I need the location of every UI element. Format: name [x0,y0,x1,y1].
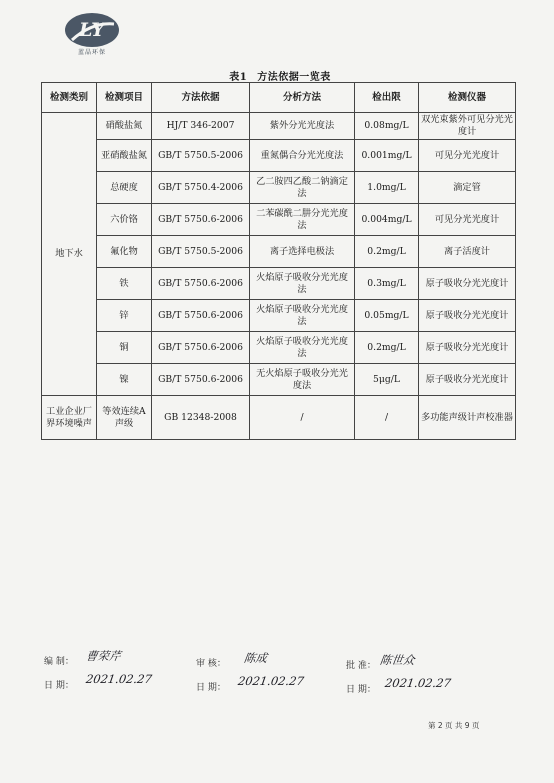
cell-method: GB/T 5750.5-2006 [152,236,250,268]
cell-method: GB/T 5750.5-2006 [152,140,250,172]
cell-item: 总硬度 [97,172,152,204]
cell-instrument: 多功能声级计声校准器 [419,396,516,440]
cell-instrument: 可见分光光度计 [419,140,516,172]
table-row [42,236,516,268]
reviewer-label: 审 核： [196,659,226,669]
compiler-date-label: 日 期： [44,681,74,691]
cell-analysis: 二苯碳酰二肼分光光度法 [250,204,355,236]
page-number: 第 2 页 共 9 页 [428,721,480,730]
cell-limit: 0.004mg/L [355,204,419,236]
cell-instrument: 可见分光光度计 [419,204,516,236]
cell-method: GB/T 5750.6-2006 [152,204,250,236]
cell-item: 锌 [97,300,152,332]
cell-instrument: 滴定管 [419,172,516,204]
category-groundwater: 地下水 [42,113,97,396]
approver-signature: 陈世众 [379,653,416,667]
compiler-date: 2021.02.27 [85,672,153,686]
cell-analysis: 紫外分光光度法 [250,113,355,140]
table-row [42,140,516,172]
header-limit: 检出限 [355,83,419,113]
reviewer-date: 2021.02.27 [237,674,305,688]
cell-item: 硝酸盐氮 [97,113,152,140]
cell-item: 亚硝酸盐氮 [97,140,152,172]
cell-limit: 1.0mg/L [355,172,419,204]
table-row-noise [42,396,516,440]
cell-method: GB/T 5750.6-2006 [152,300,250,332]
header-instrument: 检测仪器 [419,83,516,113]
cell-item: 等效连续A声级 [97,396,152,440]
table-name: 方法依据一览表 [257,72,331,83]
table-title [200,68,360,83]
approver-date-label: 日 期： [346,685,376,695]
cell-method: HJ/T 346-2007 [152,113,250,140]
header-category: 检测类别 [42,83,97,113]
table-row [42,364,516,396]
category-noise: 工业企业厂界环境噪声 [42,396,97,440]
cell-analysis: 乙二胺四乙酸二钠滴定法 [250,172,355,204]
table-row [42,300,516,332]
cell-limit: 0.2mg/L [355,236,419,268]
cell-method: GB/T 5750.4-2006 [152,172,250,204]
header-item: 检测项目 [97,83,152,113]
cell-item: 六价铬 [97,204,152,236]
cell-method: GB/T 5750.6-2006 [152,364,250,396]
logo-text: 蓝晶环保 [77,49,106,56]
cell-limit: 5μg/L [355,364,419,396]
cell-item: 镍 [97,364,152,396]
cell-analysis: 重氮偶合分光光度法 [250,140,355,172]
cell-limit: 0.2mg/L [355,332,419,364]
header-method: 方法依据 [152,83,250,113]
cell-limit: 0.3mg/L [355,268,419,300]
cell-analysis: 火焰原子吸收分光光度法 [250,300,355,332]
header-analysis: 分析方法 [250,83,355,113]
approver-label: 批 准： [346,661,376,671]
approver-date: 2021.02.27 [384,676,452,690]
cell-limit: / [355,396,419,440]
table-row [42,332,516,364]
cell-analysis: 火焰原子吸收分光光度法 [250,268,355,300]
cell-instrument: 双光束紫外可见分光光度计 [419,113,516,140]
cell-method: GB/T 5750.6-2006 [152,268,250,300]
cell-limit: 0.08mg/L [355,113,419,140]
reviewer-signature: 陈成 [243,651,268,665]
cell-item: 氟化物 [97,236,152,268]
cell-analysis: 火焰原子吸收分光光度法 [250,332,355,364]
method-table [41,82,516,440]
table-row [42,172,516,204]
cell-instrument: 原子吸收分光光度计 [419,268,516,300]
svg-text:LY: LY [79,19,105,41]
cell-limit: 0.001mg/L [355,140,419,172]
cell-instrument: 原子吸收分光光度计 [419,364,516,396]
table-number: 表1 [229,72,248,83]
compiler-signature: 曹荣芹 [85,649,122,663]
table-row [42,268,516,300]
table-row [42,204,516,236]
cell-limit: 0.05mg/L [355,300,419,332]
cell-instrument: 原子吸收分光光度计 [419,300,516,332]
cell-analysis: / [250,396,355,440]
cell-analysis: 无火焰原子吸收分光光度法 [250,364,355,396]
table-row [42,113,516,140]
cell-method: GB 12348-2008 [152,396,250,440]
cell-item: 铜 [97,332,152,364]
compiler-label: 编 制： [44,657,74,667]
cell-analysis: 离子选择电极法 [250,236,355,268]
table-header-row [42,83,516,113]
reviewer-date-label: 日 期： [196,683,226,693]
cell-instrument: 原子吸收分光光度计 [419,332,516,364]
cell-item: 铁 [97,268,152,300]
cell-method: GB/T 5750.6-2006 [152,332,250,364]
cell-instrument: 离子活度计 [419,236,516,268]
